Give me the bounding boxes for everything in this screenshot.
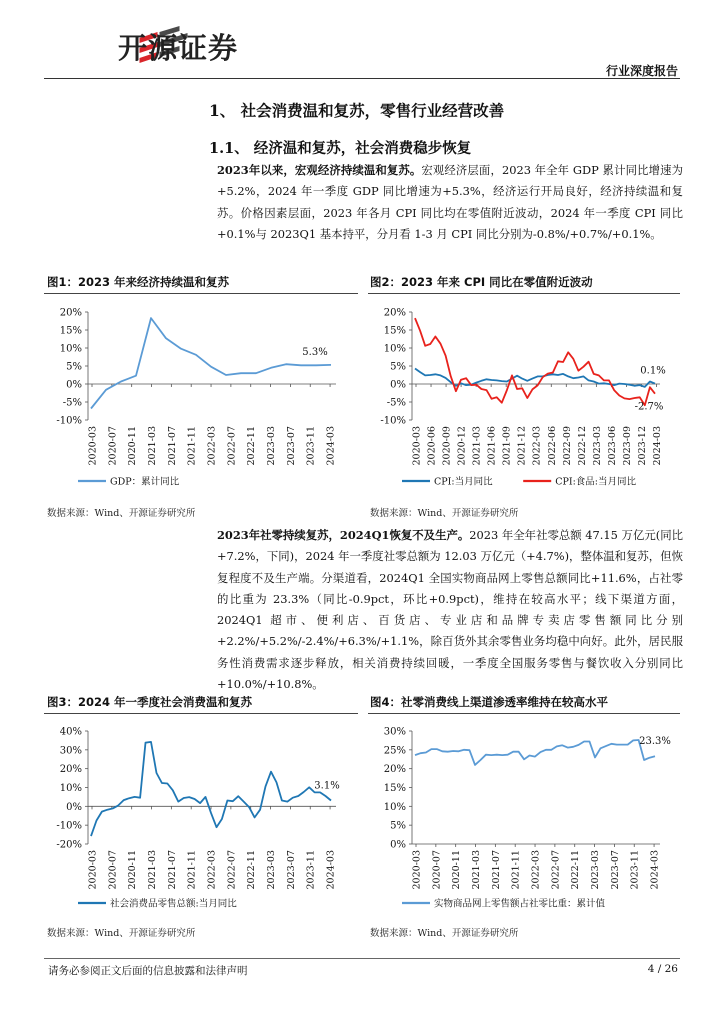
y-tick-label: 10% [383, 343, 406, 355]
y-tick-label: 5% [66, 361, 82, 373]
x-tick-label: 2022-07 [226, 850, 238, 890]
x-tick-label: 2021-11 [186, 426, 198, 466]
x-tick-label: 2021-12 [516, 426, 528, 466]
legend-label: GDP：累计同比 [110, 476, 180, 488]
annotation-label: 0.1% [640, 365, 666, 377]
y-tick-label: 0% [66, 379, 82, 391]
y-tick-label: 15% [383, 783, 406, 794]
figure-1-rule [44, 293, 358, 294]
x-tick-label: 2024-03 [649, 850, 661, 890]
x-tick-label: 2022-03 [206, 850, 218, 890]
legend-label: 实物商品网上零售额占社零比重：累计值 [434, 898, 606, 910]
x-tick-label: 2022-03 [206, 426, 218, 466]
brand-name: 开源证券 [118, 31, 239, 65]
x-tick-label: 2023-07 [285, 850, 297, 890]
x-tick-label: 2023-11 [629, 850, 641, 890]
y-tick-label: -10% [56, 415, 82, 427]
y-tick-label: 15% [59, 325, 82, 337]
x-tick-label: 2020-03 [87, 850, 99, 890]
x-tick-label: 2023-03 [591, 426, 603, 466]
x-tick-label: 2023-09 [621, 426, 633, 466]
x-tick-label: 2020-11 [451, 850, 463, 890]
paragraph-lead: 2023年以来，宏观经济持续温和复苏。 [217, 163, 422, 177]
x-tick-label: 2022-11 [570, 850, 582, 890]
x-tick-label: 2021-11 [510, 850, 522, 890]
x-tick-label: 2023-11 [305, 426, 317, 466]
y-tick-label: 30% [59, 745, 82, 757]
paragraph-lead: 2023年社零持续复苏，2024Q1恢复不及生产。 [217, 528, 470, 542]
x-tick-label: 2021-03 [147, 850, 159, 890]
x-tick-label: 2022-03 [530, 850, 542, 890]
y-tick-label: 20% [59, 307, 82, 319]
y-tick-label: 20% [383, 764, 406, 776]
y-tick-label: 0% [66, 801, 82, 813]
x-tick-label: 2022-12 [576, 426, 588, 466]
legend-label: 社会消费品零售总额:当月同比 [110, 898, 237, 910]
figure-3-rule [44, 713, 358, 714]
annotation-label: 23.3% [639, 736, 671, 748]
report-type-label: 行业深度报告 [605, 64, 678, 78]
x-tick-label: 2022-09 [561, 426, 573, 466]
annotation-label: -2.7% [634, 401, 664, 413]
x-tick-label: 2023-07 [285, 426, 297, 466]
figure-3-source: 数据来源：Wind、开源证券研究所 [47, 928, 196, 939]
series-line [415, 318, 655, 405]
x-tick-label: 2022-11 [246, 426, 258, 466]
y-tick-label: 10% [59, 343, 82, 355]
x-tick-label: 2023-03 [266, 426, 278, 466]
y-tick-label: 0% [390, 839, 406, 851]
x-tick-label: 2022-06 [546, 426, 558, 466]
figure-1-title: 图1：2023 年来经济持续温和复苏 [47, 275, 230, 289]
section-heading: 1、 社会消费温和复苏，零售行业经营改善 [209, 101, 505, 120]
x-tick-label: 2020-11 [127, 850, 139, 890]
paragraph-macro [217, 160, 683, 245]
series-line [91, 742, 331, 836]
y-tick-label: 15% [383, 325, 406, 337]
x-tick-label: 2021-03 [147, 426, 159, 466]
figure-2-title: 图2：2023 年来 CPI 同比在零值附近波动 [370, 275, 593, 289]
x-tick-label: 2021-09 [501, 426, 513, 466]
x-tick-label: 2020-07 [107, 426, 119, 466]
figure-2-source: 数据来源：Wind、开源证券研究所 [370, 508, 519, 519]
y-tick-label: 20% [59, 764, 82, 776]
x-tick-label: 2020-11 [127, 426, 139, 466]
figure-4-title: 图4：社零消费线上渠道渗透率维持在较高水平 [370, 695, 608, 709]
x-tick-label: 2020-07 [431, 850, 443, 890]
figure-3-title: 图3：2024 年一季度社会消费温和复苏 [47, 695, 253, 709]
annotation-label: 5.3% [302, 346, 328, 358]
y-tick-label: 5% [390, 820, 406, 832]
y-tick-label: 0% [390, 379, 406, 391]
chart-online-share [368, 718, 680, 916]
chart-gdp [44, 298, 358, 498]
y-tick-label: -5% [386, 397, 406, 409]
footer-disclaimer: 请务必参阅正文后面的信息披露和法律声明 [48, 965, 248, 977]
figure-4-rule [368, 713, 680, 714]
x-tick-label: 2023-06 [606, 426, 618, 466]
figure-4-source: 数据来源：Wind、开源证券研究所 [370, 928, 519, 939]
x-tick-label: 2021-06 [486, 426, 498, 466]
x-tick-label: 2022-03 [531, 426, 543, 466]
y-tick-label: 5% [390, 361, 406, 373]
y-tick-label: 30% [383, 726, 406, 738]
paragraph-retail [217, 525, 683, 695]
x-tick-label: 2020-06 [426, 426, 438, 466]
footer-divider [44, 958, 680, 959]
y-tick-label: 40% [59, 726, 82, 738]
x-tick-label: 2022-07 [226, 426, 238, 466]
y-tick-label: -10% [56, 820, 82, 832]
y-tick-label: 10% [383, 801, 406, 813]
paragraph-body: 2023 年全年社零总额 47.15 万亿元(同比+7.2%，下同)，2024 年一季度社零总额为 12.03 万亿元（+4.7%)，整体温和复苏，但恢复程度不及生产端。分渠道看，2024Q1 全国实物商品网上零售总额同比+11.6%，占社零的比重为 23.3%（同比-0.9pct，环比+0.9pct)，维持在较高水平；线下渠道方面，2024Q1 超市、便利店、百货店、专业店和品牌专卖店零售额同比分别+2.2%/+5.2%/-2.4%/+6.3%/+1.1%，除百货外其余零售业务均稳中向好。此外，居民服务性消费需求逐步释放，相关消费持续回暖，一季度全国服务零售与餐饮收入分别同比+10.0%/+10.8%。 [217, 528, 683, 692]
x-tick-label: 2023-07 [609, 850, 621, 890]
x-tick-label: 2020-03 [411, 426, 423, 466]
x-tick-label: 2021-03 [471, 850, 483, 890]
x-tick-label: 2024-03 [651, 426, 663, 466]
page-number: 4 / 26 [647, 963, 678, 975]
figure-1-source: 数据来源：Wind、开源证券研究所 [47, 508, 196, 519]
x-tick-label: 2020-03 [87, 426, 99, 466]
x-tick-label: 2020-03 [411, 850, 423, 890]
header-divider [44, 78, 680, 79]
x-tick-label: 2021-07 [166, 426, 178, 466]
paragraph-body: 宏观经济层面，2023 年全年 GDP 累计同比增速为+5.2%，2024 年一季度 GDP 同比增速为+5.3%，经济运行开局良好，经济持续温和复苏。价格因素层面，2023 年各月 CPI 同比均在零值附近波动，2024 年一季度 CPI 同比+0.1%与 2023Q1 基本持平，分月看 1-3 月 CPI 同比分别为-0.8%/+0.7%/+0.1%。 [217, 163, 683, 241]
x-tick-label: 2024-03 [325, 426, 337, 466]
y-tick-label: -10% [380, 415, 406, 427]
x-tick-label: 2020-09 [441, 426, 453, 466]
chart-retail-sales [44, 718, 358, 916]
series-line [91, 318, 331, 408]
figure-2-rule [368, 293, 680, 294]
x-tick-label: 2023-03 [266, 850, 278, 890]
y-tick-label: -20% [56, 839, 82, 851]
legend-label: CPI:食品:当月同比 [555, 476, 637, 488]
chart-cpi [368, 298, 680, 498]
subsection-heading: 1.1、 经济温和复苏，社会消费稳步恢复 [209, 140, 472, 157]
x-tick-label: 2020-07 [107, 850, 119, 890]
x-tick-label: 2022-11 [246, 850, 258, 890]
legend-label: CPI:当月同比 [434, 476, 493, 488]
series-line [415, 740, 655, 765]
x-tick-label: 2021-11 [186, 850, 198, 890]
x-tick-label: 2024-03 [325, 850, 337, 890]
x-tick-label: 2023-12 [636, 426, 648, 466]
x-tick-label: 2023-03 [590, 850, 602, 890]
x-tick-label: 2020-12 [456, 426, 468, 466]
y-tick-label: 25% [383, 745, 406, 757]
y-tick-label: 20% [383, 307, 406, 319]
x-tick-label: 2021-03 [471, 426, 483, 466]
x-tick-label: 2021-07 [166, 850, 178, 890]
annotation-label: 3.1% [314, 780, 340, 792]
x-tick-label: 2023-11 [305, 850, 317, 890]
x-tick-label: 2021-07 [490, 850, 502, 890]
y-tick-label: 10% [59, 783, 82, 794]
x-tick-label: 2022-07 [550, 850, 562, 890]
y-tick-label: -5% [62, 397, 82, 409]
